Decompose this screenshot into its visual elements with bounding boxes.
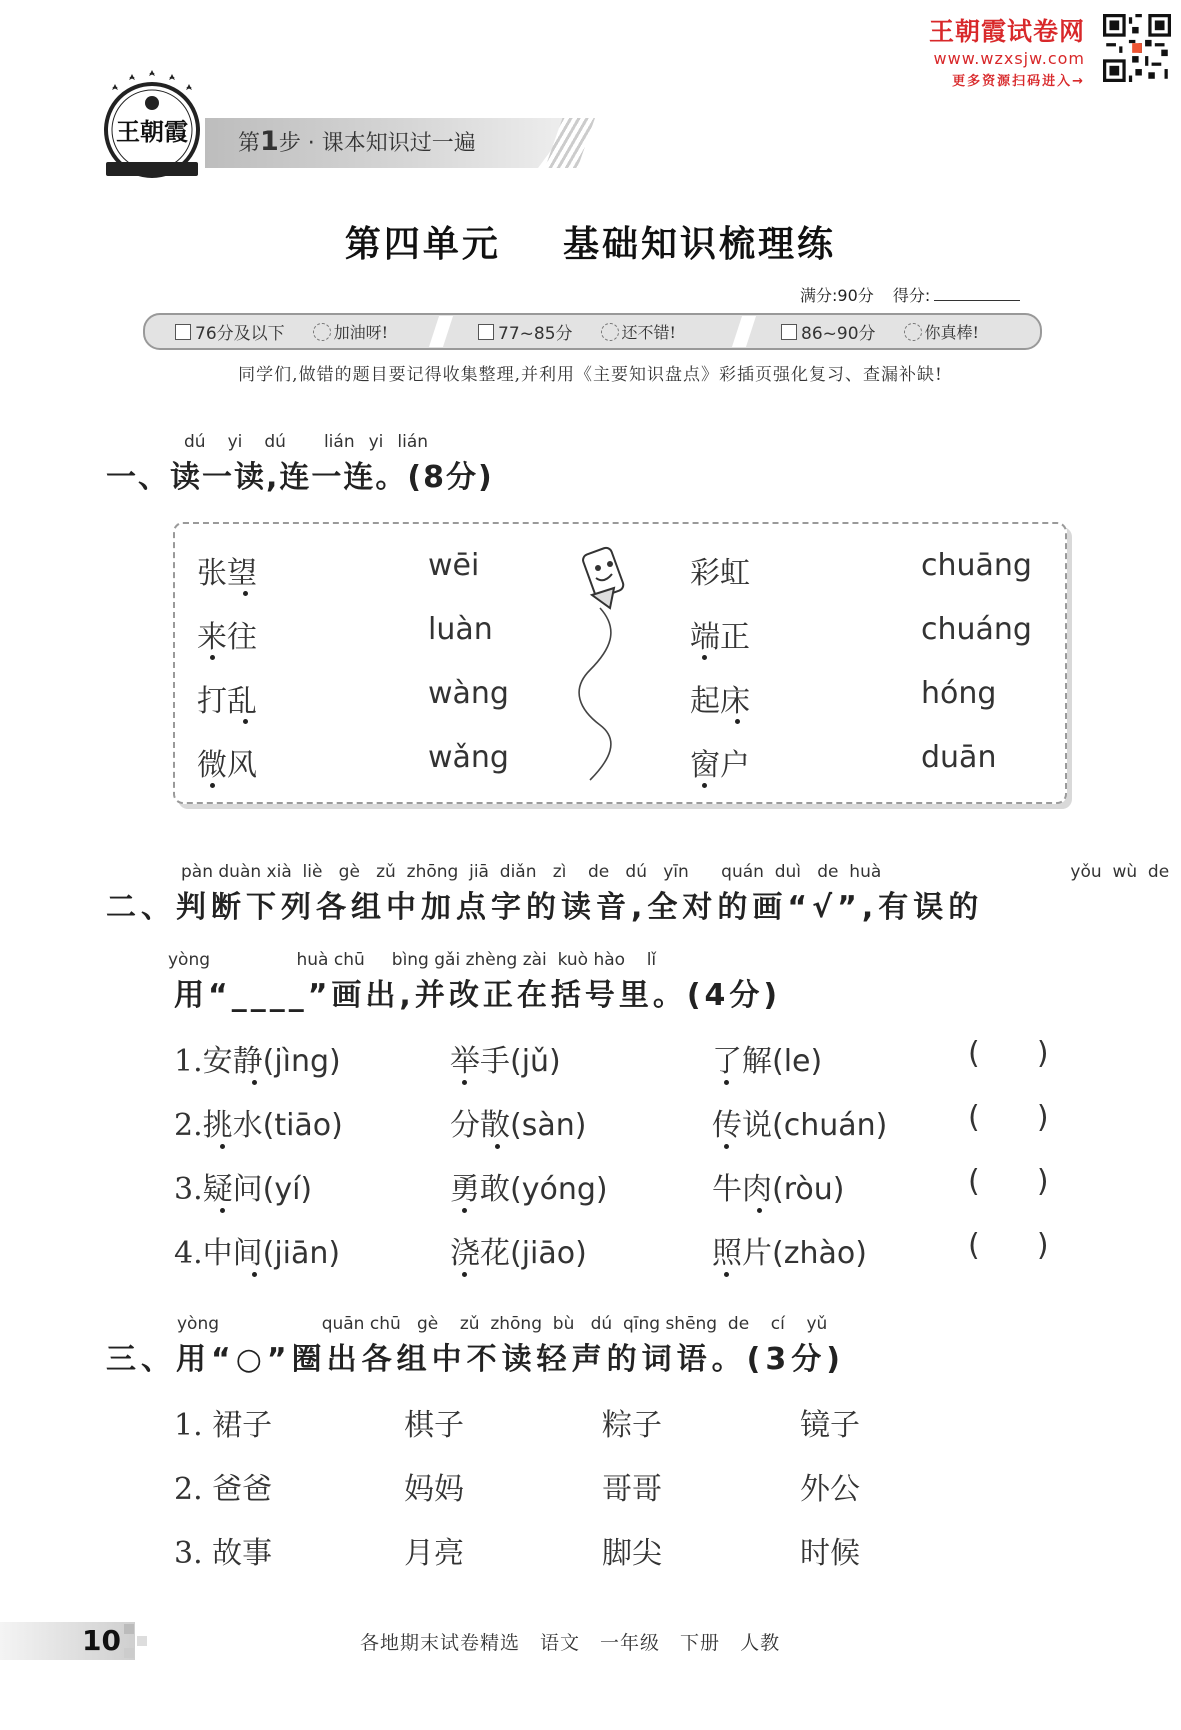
got-score-label: 得分: bbox=[892, 286, 931, 305]
got-score-field[interactable] bbox=[934, 300, 1020, 301]
score-line bbox=[800, 283, 1020, 306]
q2-heading-line1: 二、判断下列各组中加点字的读音,全对的画“√”,有误的 bbox=[106, 890, 984, 925]
brand-scan-text: 更多资源扫码进入→ bbox=[952, 74, 1085, 89]
q3-word[interactable]: 哥哥 bbox=[602, 1472, 662, 1507]
q1-right-pinyin[interactable]: chuāng bbox=[921, 548, 1032, 583]
checkbox-icon[interactable] bbox=[175, 324, 191, 340]
face-icon bbox=[904, 323, 922, 341]
checkbox-icon[interactable] bbox=[781, 324, 797, 340]
q3-word[interactable]: 粽子 bbox=[602, 1408, 662, 1443]
brand-name: 王朝霞试卷网 bbox=[928, 17, 1085, 46]
q3-pinyin: yòng quān chū gè zǔ zhōng bù dú qīng shēng de cí yǔ bbox=[177, 1314, 828, 1334]
answer-parens[interactable]: ( ) bbox=[968, 1036, 1049, 1071]
face-icon bbox=[601, 323, 619, 341]
answer-parens[interactable]: ( ) bbox=[968, 1164, 1049, 1199]
face-icon bbox=[313, 323, 331, 341]
q3-word[interactable]: 2. 爸爸 bbox=[174, 1472, 273, 1507]
q3-word[interactable]: 1. 裙子 bbox=[174, 1408, 273, 1443]
step-label: 第1步 · 课本知识过一遍 bbox=[238, 126, 476, 157]
q1-left-pinyin[interactable]: wàng bbox=[428, 676, 509, 711]
q3-word[interactable]: 棋子 bbox=[404, 1408, 464, 1443]
page-number-block bbox=[0, 1622, 135, 1660]
q3-heading: 三、用“○”圈出各组中不读轻声的词语。(3分) bbox=[106, 1342, 845, 1377]
checkbox-icon[interactable] bbox=[478, 324, 494, 340]
q1-right-pinyin[interactable]: chuáng bbox=[921, 612, 1032, 647]
svg-text:王朝霞: 王朝霞 bbox=[116, 117, 188, 146]
brand-header bbox=[929, 12, 1085, 89]
rating-low: 76分及以下 加油呀! bbox=[145, 319, 434, 344]
qr-code-icon[interactable] bbox=[1103, 14, 1171, 82]
q3-word[interactable]: 时候 bbox=[800, 1536, 860, 1571]
q1-left-word[interactable]: 打乱 bbox=[197, 684, 257, 719]
q2-pinyin-line1: pàn duàn xià liè gè zǔ zhōng jiā diǎn zì de dú yīn quán duì de huà yǒu wù de bbox=[181, 862, 1170, 882]
rating-bar bbox=[143, 313, 1042, 350]
q2-heading-line2: 用“____”画出,并改正在括号里。(4分) bbox=[174, 978, 782, 1013]
q1-right-word[interactable]: 端正 bbox=[690, 620, 750, 655]
q1-right-word[interactable]: 窗户 bbox=[690, 748, 750, 783]
rating-mid: 77~85分 还不错! bbox=[448, 319, 737, 344]
q1-left-pinyin[interactable]: luàn bbox=[428, 612, 493, 647]
q3-word[interactable]: 月亮 bbox=[404, 1536, 464, 1571]
q1-left-word[interactable]: 微风 bbox=[197, 748, 257, 783]
q1-pinyin: dú yi dú lián yi lián bbox=[184, 432, 429, 452]
q1-heading: 一、读一读,连一连。(8分) bbox=[106, 460, 494, 495]
page-number: 10 bbox=[82, 1624, 121, 1657]
rating-high: 86~90分 你真棒! bbox=[751, 319, 1040, 344]
q1-right-pinyin[interactable]: hóng bbox=[921, 676, 997, 711]
footer-info: 各地期末试卷精选 语文 一年级 下册 人教 bbox=[360, 1632, 781, 1654]
q1-right-word[interactable]: 起床 bbox=[690, 684, 750, 719]
full-score: 满分:90分 bbox=[800, 286, 874, 305]
q1-right-pinyin[interactable]: duān bbox=[921, 740, 997, 775]
brand-url[interactable]: www.wzxsjw.com bbox=[933, 49, 1085, 68]
q3-word[interactable]: 镜子 bbox=[800, 1408, 860, 1443]
wangzhaoxia-logo bbox=[92, 70, 212, 188]
q3-word[interactable]: 妈妈 bbox=[404, 1472, 464, 1507]
q2-pinyin-line2: yòng huà chū bìng gǎi zhèng zài kuò hào lǐ bbox=[168, 950, 657, 970]
q3-word[interactable]: 脚尖 bbox=[602, 1536, 662, 1571]
notice-text: 同学们,做错的题目要记得收集整理,并利用《主要知识盘点》彩插页强化复习、查漏补缺! bbox=[238, 365, 943, 385]
q3-word[interactable]: 3. 故事 bbox=[174, 1536, 273, 1571]
q1-right-word[interactable]: 彩虹 bbox=[690, 556, 750, 591]
page-title: 第四单元 基础知识梳理练 bbox=[344, 224, 837, 265]
answer-parens[interactable]: ( ) bbox=[968, 1228, 1049, 1263]
pencil-mascot-icon bbox=[570, 540, 640, 785]
q1-left-pinyin[interactable]: wēi bbox=[428, 548, 480, 583]
answer-parens[interactable]: ( ) bbox=[968, 1100, 1049, 1135]
q3-word[interactable]: 外公 bbox=[800, 1472, 860, 1507]
q1-left-pinyin[interactable]: wǎng bbox=[428, 740, 509, 775]
q1-left-word[interactable]: 张望 bbox=[197, 556, 257, 591]
q1-left-word[interactable]: 来往 bbox=[197, 620, 257, 655]
